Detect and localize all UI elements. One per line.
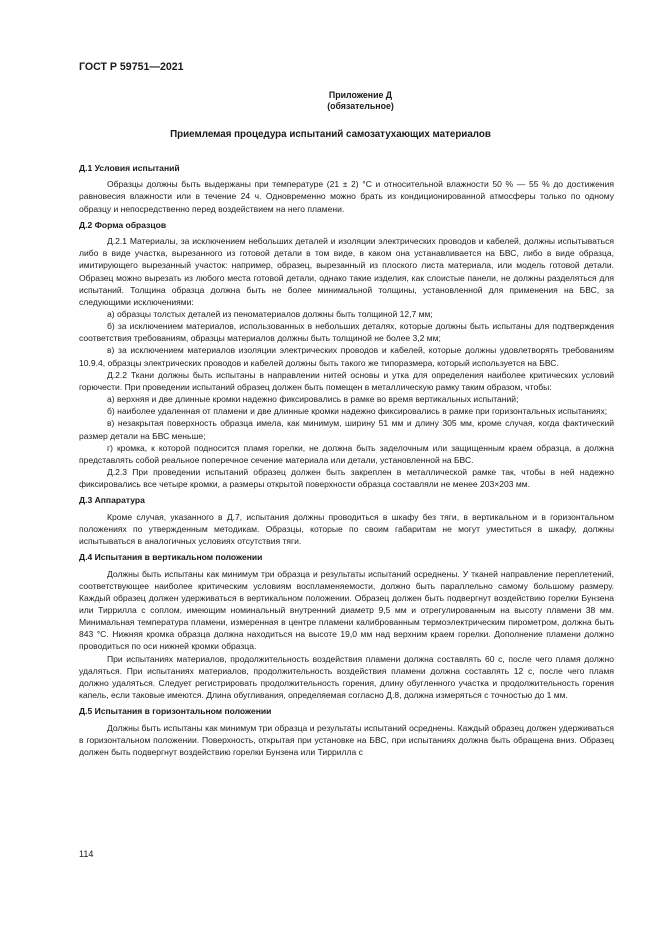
page-number: 114 [79,849,94,859]
section-heading: Д.5 Испытания в горизонтальном положении [79,706,272,717]
paragraph: Д.2.3 При проведении испытаний образец должен быть закреплен в металлической рамке так, чтобы в ней надежно фиксировались все четыре кромки, а размеры открытой поверхности образца составляли не менее 203×203 мм. [79,467,614,490]
paragraph: Должны быть испытаны как минимум три образца и результаты испытаний осреднены. Каждый образец должен удерживаться в горизонтальном положении. Поверхность, открытая при установке на БВС, при испытаниях должна быть обращена вниз. Образец должен быть подвергнут воздействию горелки Бунзена или Тиррилла с [79,722,614,757]
paragraph: Д.2.2 Ткани должны быть испытаны в направлении нитей основы и утка для определения наиболее критических условий горючести. При проведении испытаний образец должен быть помещен в металлическую рамку таким образом, чтобы: [79,369,614,392]
standard-header: ГОСТ Р 59751—2021 [79,61,184,73]
paragraph: Кроме случая, указанного в Д.7, испытания должны проводиться в шкафу без тяги, в вертикальном и в горизонтальном положениях по утвержденным методикам. Образцы, которые по своим габаритам не могут уместиться в шкафу, должны испытываться в аналогичных условиях отсутствия тяги. [79,511,614,546]
paragraph: в) незакрытая поверхность образца имела, как минимум, ширину 51 мм и длину 305 мм, кроме случая, когда фактический размер детали на БВС меньше; [79,418,614,441]
paragraph: б) наиболее удаленная от пламени и две длинные кромки надежно фиксировались в рамке при горизонтальных испытаниях; [107,406,608,417]
section-heading: Д.4 Испытания в вертикальном положении [79,552,263,563]
paragraph: а) верхняя и две длинные кромки надежно фиксировались в рамке во время вертикальных испытаний; [107,394,519,405]
section-heading: Д.3 Аппаратура [79,495,145,506]
paragraph: г) кромка, к которой подносится пламя горелки, не должна быть заделочным или защищенным краем образца, а должна представлять собой реальное поперечное сечение материала или детали, установленной на БВС. [79,442,614,465]
paragraph: Д.2.1 Материалы, за исключением небольших деталей и изоляции электрических проводов и кабелей, должны испытываться либо в виде участка, вырезанного из готовой детали в том виде, в каком она устанавливается на БВС, либо в виде образца, имитирующего вырезанный участок: например, образец, вырезанный из плоского листа материала, или модель готовой детали. Образец можно вырезать из любого места готовой детали, однако такие изделия, как слоистые панели, не должны разделяться для испытаний. Толщина образца должна быть не более минимальной толщины, установленной для применения на БВС, за следующими исключениями: [79,236,614,307]
section-heading: Д.1 Условия испытаний [79,163,180,173]
section-heading: Д.2 Форма образцов [79,219,167,230]
document-body [79,162,614,758]
document-title: Приемлемая процедура испытаний самозатухающих материалов [170,129,491,140]
paragraph: При испытаниях материалов, продолжительность воздействия пламени должна составлять 60 с, после чего пламя должно удаляться. При испытаниях материалов, продолжительность воздействия пламени должна составлять 12 с, после чего пламя должно удаляться. Следует регистрировать продолжительность горения, длину обугленного участка и продолжительность горения капель, если таковые имеются. Длина обугливания, определяемая согласно Д.8, должна измеряться с точностью до 1 мм. [79,653,614,701]
paragraph: Должны быть испытаны как минимум три образца и результаты испытаний осреднены. У тканей направление переплетений, соответствующее наиболее критическим условиям воспламеняемости, должно быть параллельно самому большому размеру. Каждый образец должен удерживаться в вертикальном положении. Образец должен быть подвергнут воздействию горелки Бунзена или Тиррилла с соплом, имеющим номинальный внутренний диаметр 9,5 мм и отрегулированным на высоту пламени 38 мм. Минимальная температура пламени, измеренная в центре пламени калиброванным термоэлектрическим пирометром, должна быть 843 °С. Нижняя кромка образца должна находиться на высоте 19,0 мм над верхним краем горелки. Дополнение пламени должно проводиться по оси нижней кромки образца. [79,568,614,652]
appendix-subtitle: (обязательное) [327,101,394,111]
paragraph: а) образцы толстых деталей из пеноматериалов должны быть толщиной 12,7 мм; [107,309,433,319]
paragraph: в) за исключением материалов изоляции электрических проводов и кабелей, которые должны удовлетворять требованиям 10.9.4, образцы электрических проводов и кабелей должны быть такого же типоразмера, который используется на БВС. [79,345,614,368]
paragraph: Образцы должны быть выдержаны при температуре (21 ± 2) °С и относительной влажности 50 % — 55 % до достижения равновесия влажности или в течение 24 ч. Одновременно можно брать из кондиционированной атмосферы только по одному образцу и непосредственно перед воздействием на него пламени. [79,179,614,214]
paragraph: б) за исключением материалов, использованных в небольших деталях, которые должны быть испытаны для подтверждения соответствия требованиям, образцы материалов должны быть толщиной не более 3,2 мм; [79,321,614,344]
appendix-title: Приложение Д [328,90,393,100]
appendix-block [0,90,661,112]
